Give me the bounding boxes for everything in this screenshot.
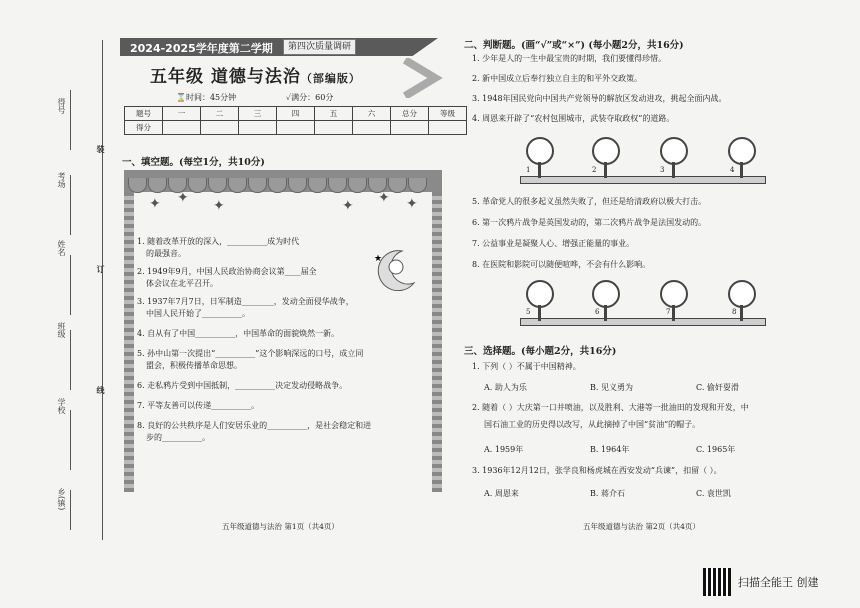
side-label-class: 班级 xyxy=(57,322,66,338)
tree-row-ground xyxy=(520,176,766,184)
time-limit: ⌛时间：45分钟 xyxy=(176,93,237,102)
tree-icon xyxy=(592,280,620,308)
blank-line xyxy=(70,490,71,530)
section2-title: 二、判断题。(画“√”或“×”) (每小题2分，共16分) xyxy=(464,40,684,51)
choice-question-3: 3. 1936年12月12日，张学良和杨虎城在西安发动“兵谏”，扣留（ ）。 xyxy=(472,466,722,475)
section2-questions-b: 5. 革命党人的很多起义虽然失败了，但还是给清政府以极大打击。 6. 第一次鸦片战争是英国发动的，第二次鸦片战争是法国发动的。 7. 公益事业是凝聚人心、增强正能量的事业。 8. 在医院和影院可以随便喧哗，不会有什么影响。 xyxy=(472,197,707,269)
score-cell[interactable] xyxy=(353,121,391,135)
tree-icon xyxy=(592,137,620,165)
binding-mark: 装 xyxy=(96,145,106,153)
tree-number: 4 xyxy=(730,166,735,174)
blank-line xyxy=(70,330,71,390)
choice-option[interactable]: A. 周恩来 xyxy=(484,489,519,498)
banner-tag: 第四次质量调研 xyxy=(283,39,356,55)
binding-line xyxy=(102,40,103,540)
choice-option[interactable]: B. 见义勇为 xyxy=(590,383,633,392)
tree-number: 5 xyxy=(526,308,531,316)
tree-number: 2 xyxy=(592,166,597,174)
blank-line xyxy=(70,255,71,315)
qr-code-icon xyxy=(703,568,731,596)
star-icon: ✦ xyxy=(406,196,418,212)
side-label-town: 乡(镇) xyxy=(57,488,66,511)
choice-option[interactable]: A. 助人为乐 xyxy=(484,383,527,392)
blank-line xyxy=(70,90,71,150)
tree-icon xyxy=(526,137,554,165)
section1-title: 一、填空题。(每空1分，共10分) xyxy=(122,157,265,168)
tree-number: 7 xyxy=(666,308,671,316)
choice-option[interactable]: C. 偷奸耍滑 xyxy=(696,383,739,392)
tree-number: 1 xyxy=(526,166,531,174)
section1-questions: 1. 随着改革开放的深入，__________成为时代 的最强音。 2. 1949年9月，中国人民政治协商会议第____届全 体会议在北平召开。 3. 1937年7月7日，日军制造________，发动全面侵华战争， 中国人民开始了__________。 4. 自从有了中国__________，中国革命的面貌焕然一新。 5. 孙中山第一次提出“__________”这个影响深远的口号，成立同 盟会，积极传播革命思想。 6. 走私鸦片受到中国抵制，__________决定发动侵略战争。 7. 平等友善可以传递__________。 8. 良好的公共秩序是人们安居乐业的__________，是社会稳定和进 步的__________。 xyxy=(137,237,372,442)
stage-pillar-left xyxy=(124,192,134,492)
score-cell[interactable] xyxy=(315,121,353,135)
chevron-icon xyxy=(395,58,445,98)
tree-icon xyxy=(728,137,756,165)
choice-question-2: 2. 随着（ ）大庆第一口井喷油，以及胜利、大港等一批油田的发现和开发，中 xyxy=(472,403,749,412)
tree-row-ground xyxy=(520,318,766,326)
score-cell[interactable] xyxy=(391,121,429,135)
choice-option[interactable]: A. 1959年 xyxy=(484,445,524,454)
side-label-room: 考场 xyxy=(57,172,66,188)
star-icon: ✦ xyxy=(378,190,390,206)
score-table-row: 得分 xyxy=(125,121,467,135)
check-circle-icon: ✓ xyxy=(286,93,292,102)
score-table xyxy=(124,106,467,135)
tree-number: 3 xyxy=(660,166,665,174)
banner-title: 2024-2025学年度第二学期 xyxy=(130,42,273,55)
binding-mark: 线 xyxy=(96,386,106,394)
choice-option[interactable]: C. 1965年 xyxy=(696,445,736,454)
star-icon: ✦ xyxy=(149,196,161,212)
score-cell[interactable] xyxy=(277,121,315,135)
page-footer-right: 五年级道德与法治 第2页（共4页） xyxy=(583,522,700,531)
blank-line xyxy=(70,175,71,235)
scanner-watermark: 扫描全能王 创建 xyxy=(738,576,819,589)
choice-option[interactable]: B. 1964年 xyxy=(590,445,630,454)
tree-icon xyxy=(526,280,554,308)
stage-pillar-right xyxy=(432,192,442,492)
side-label-school: 学校 xyxy=(57,398,66,414)
binding-mark: 订 xyxy=(96,265,106,273)
choice-question-2-cont: 国石油工业的历史得以改写，从此摘掉了中国“贫油”的帽子。 xyxy=(484,420,701,429)
section3-title: 三、选择题。(每小题2分，共16分) xyxy=(464,346,617,357)
star-icon: ✦ xyxy=(342,198,354,214)
tree-icon xyxy=(660,280,688,308)
choice-option[interactable]: B. 蒋介石 xyxy=(590,489,625,498)
svg-text:★: ★ xyxy=(374,254,383,264)
blank-line xyxy=(70,410,71,470)
star-icon: ✦ xyxy=(177,190,189,206)
score-cell[interactable] xyxy=(429,121,467,135)
score-cell[interactable] xyxy=(201,121,239,135)
tree-number: 6 xyxy=(595,308,600,316)
hourglass-icon: ⌛ xyxy=(176,93,186,102)
side-label-name: 姓名 xyxy=(57,240,66,256)
side-label-seat: 得号 xyxy=(57,98,66,114)
score-cell[interactable] xyxy=(163,121,201,135)
choice-question-1: 1. 下列（ ）不属于中国精神。 xyxy=(472,362,581,371)
tree-icon xyxy=(660,137,688,165)
tree-icon xyxy=(728,280,756,308)
section2-questions-a: 1. 少年是人的一生中最宝贵的时期，我们要懂得珍惜。 2. 新中国成立后奉行独立自主的和平外交政策。 3. 1948年国民党向中国共产党领导的解放区发动进攻，挑起全面内战。 4. 周恩来开辟了“农村包围城市，武装夺取政权”的道路。 xyxy=(472,54,727,123)
score-cell[interactable] xyxy=(239,121,277,135)
tree-number: 8 xyxy=(732,308,737,316)
curtain-scallops xyxy=(124,170,442,194)
star-icon: ✦ xyxy=(213,198,225,214)
score-table-header: 题号 一 二 三 四 五 六 总分 等级 xyxy=(125,107,467,121)
choice-option[interactable]: C. 袁世凯 xyxy=(696,489,731,498)
page-title: 五年级 道德与法治（部编版） xyxy=(150,67,361,87)
full-score: ✓满分：60分 xyxy=(286,93,334,102)
moon-girl-illustration xyxy=(372,247,418,291)
page-footer-left: 五年级道德与法治 第1页（共4页） xyxy=(222,522,339,531)
